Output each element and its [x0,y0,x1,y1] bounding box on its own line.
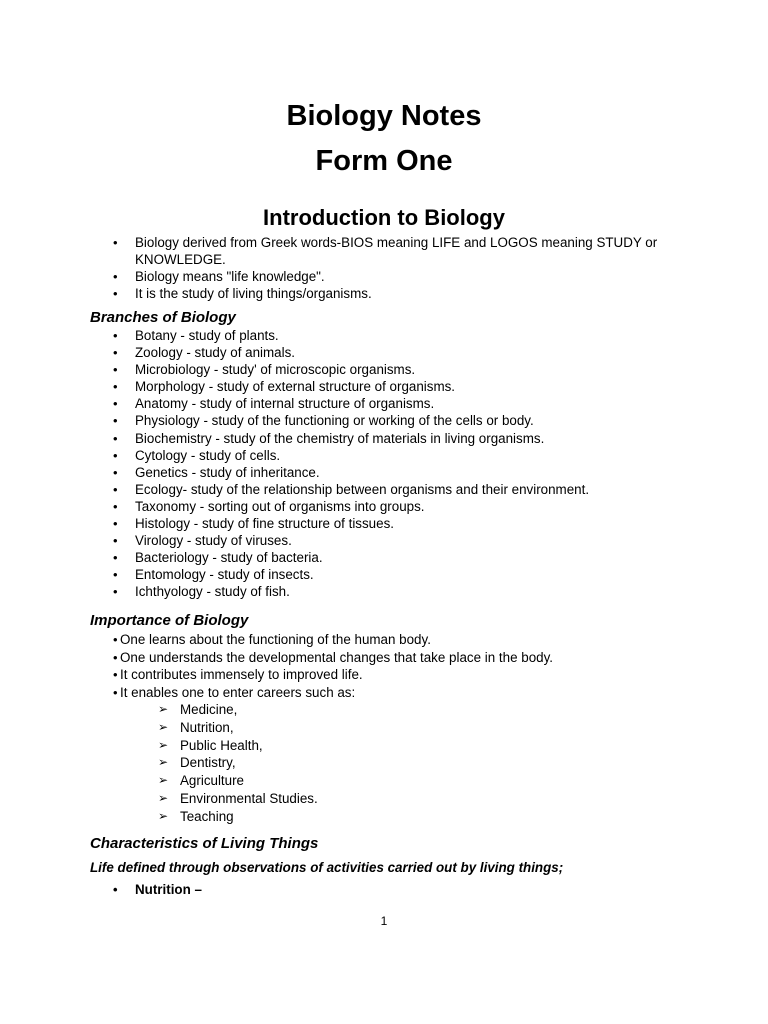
importance-item-text: One learns about the functioning of the human body. [120,632,431,647]
bullet-icon: • [113,684,118,700]
list-item-text: Biology means "life knowledge". [135,269,325,284]
branch-item-text: Physiology - study of the functioning or working of the cells or body. [135,413,534,429]
branches-heading: Branches of Biology [90,309,236,326]
branch-item-text: Biochemistry - study of the chemistry of materials in living organisms. [135,430,545,446]
importance-heading: Importance of Biology [90,612,249,629]
branch-item-text: Microbiology - study' of microscopic organisms. [135,362,416,378]
arrow-bullet-icon: ➢ [158,719,169,734]
characteristics-note: Life defined through observations of activities carried out by living things; [90,860,564,875]
document-subtitle: Form One [315,145,453,177]
career-item-text: Teaching [180,808,234,824]
bullet-icon: • [113,550,118,566]
list-item-text: Biology derived from Greek words-BIOS meaning LIFE and LOGOS meaning STUDY or [135,235,658,250]
bullet-icon: • [113,481,118,497]
career-item-text: Public Health, [180,737,263,753]
branch-item-text: Bacteriology - study of bacteria. [135,550,323,566]
branch-item-text: Anatomy - study of internal structure of organisms. [135,396,435,412]
branch-item-text: Zoology - study of animals. [135,345,296,361]
arrow-bullet-icon: ➢ [158,773,169,788]
list-item-text: KNOWLEDGE. [135,252,226,267]
list-item-text: Nutrition – [135,882,202,897]
bullet-icon: • [113,667,118,682]
branch-item-text: Entomology - study of insects. [135,567,314,583]
bullet-icon: • [113,567,118,583]
bullet-icon: • [113,632,118,647]
list-item-text: It is the study of living things/organisms. [135,286,372,301]
branch-item-text: Ichthyology - study of fish. [135,584,290,600]
bullet-icon: • [113,396,118,412]
bullet-icon: • [113,447,118,463]
career-item-text: Medicine, [180,702,238,717]
bullet-icon: • [113,235,118,250]
arrow-bullet-icon: ➢ [158,790,169,805]
intro-heading: Introduction to Biology [263,205,505,230]
bullet-icon: • [113,882,118,897]
bullet-icon: • [113,345,118,361]
career-item-text: Dentistry, [180,755,236,771]
bullet-icon: • [113,533,118,549]
bullet-icon: • [113,413,118,429]
branch-item-text: Botany - study of plants. [135,328,279,343]
characteristics-heading: Characteristics of Living Things [90,835,319,852]
bullet-icon: • [113,498,118,514]
career-item-text: Agriculture [180,773,245,789]
document-title: Biology Notes [286,100,482,132]
bullet-icon: • [113,516,118,532]
importance-item-text: It contributes immensely to improved life. [120,667,363,682]
career-item-text: Nutrition, [180,719,234,735]
bullet-icon: • [113,464,118,480]
branch-item-text: Taxonomy - sorting out of organisms into groups. [135,498,425,514]
arrow-bullet-icon: ➢ [158,808,169,823]
bullet-icon: • [113,362,118,378]
bullet-icon: • [113,430,118,446]
arrow-bullet-icon: ➢ [158,755,169,770]
importance-item-text: One understands the developmental changes that take place in the body. [120,649,554,665]
bullet-icon: • [113,269,118,284]
branch-item-text: Histology - study of fine structure of tissues. [135,516,394,532]
bullet-icon: • [113,286,118,301]
bullet-icon: • [113,379,118,395]
career-item-text: Environmental Studies. [180,790,318,806]
branch-item-text: Ecology- study of the relationship between organisms and their environment. [135,481,590,497]
importance-item-text: It enables one to enter careers such as: [120,684,356,700]
branch-item-text: Morphology - study of external structure of organisms. [135,379,456,395]
bullet-icon: • [113,649,118,665]
branch-item-text: Cytology - study of cells. [135,447,281,463]
arrow-bullet-icon: ➢ [158,702,169,716]
branch-item-text: Genetics - study of inheritance. [135,464,320,480]
page-number: 1 [380,914,388,928]
arrow-bullet-icon: ➢ [158,737,169,752]
bullet-icon: • [113,328,118,343]
bullet-icon: • [113,584,118,600]
branch-item-text: Virology - study of viruses. [135,533,292,549]
